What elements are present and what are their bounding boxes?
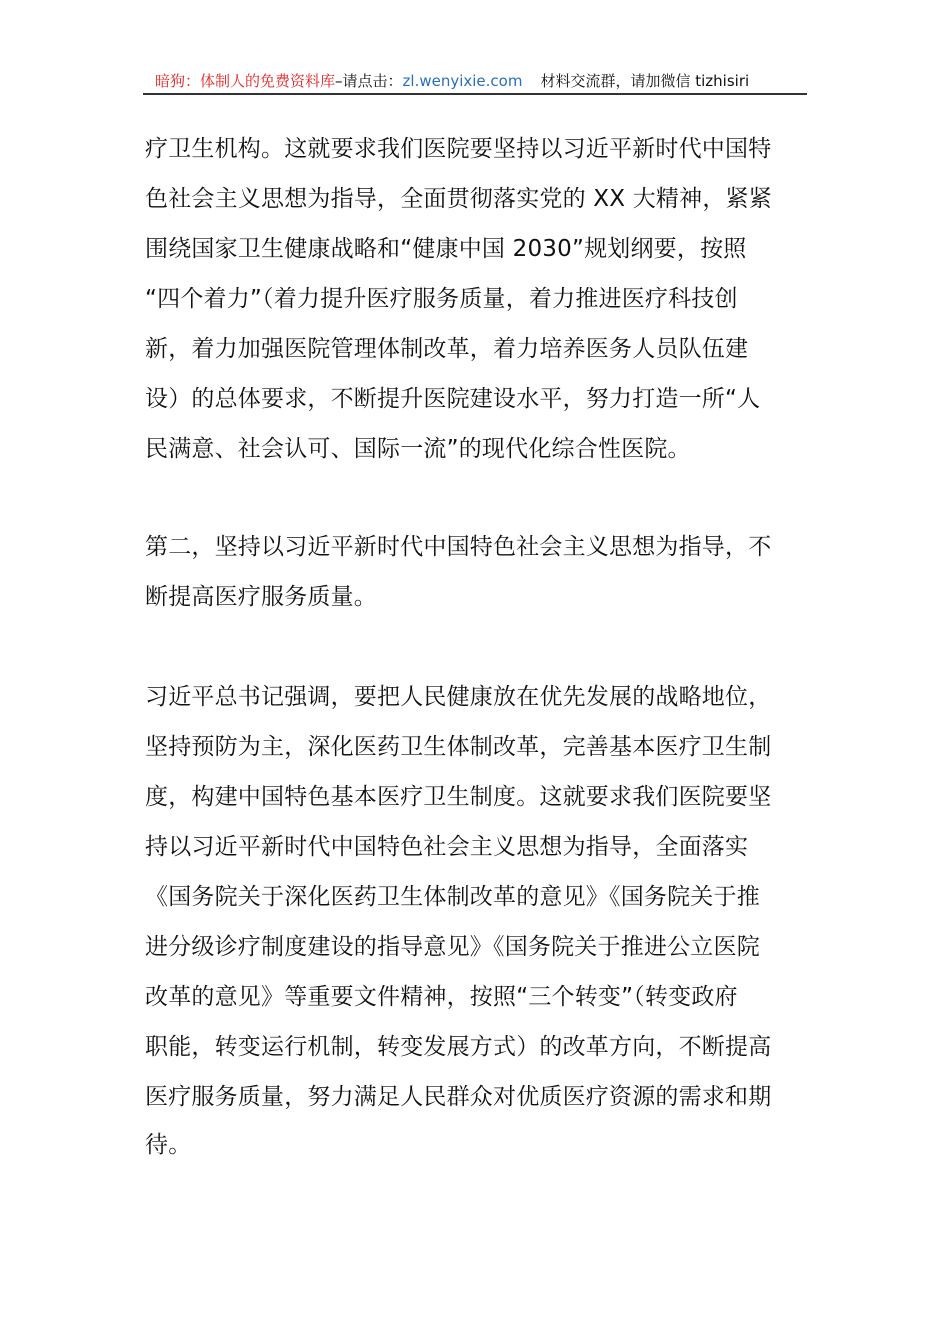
- paragraph-line: 设）的总体要求，不断提升医院建设水平，努力打造一所“人: [145, 386, 761, 412]
- paragraph-line: “四个着力”（着力提升医疗服务质量，着力推进医疗科技创: [145, 286, 738, 312]
- header-url-link[interactable]: zl.wenyixie.com: [402, 72, 523, 90]
- paragraph-line: 持以习近平新时代中国特色社会主义思想为指导，全面落实: [145, 834, 749, 860]
- paragraph-line: 《国务院关于深化医药卫生体制改革的意见》《国务院关于推: [145, 884, 760, 910]
- header-brand: 暗狗：体制人的免费资料库: [155, 72, 336, 90]
- paragraph-line: 改革的意见》等重要文件精神，按照“三个转变”（转变政府: [145, 984, 738, 1010]
- paragraph-line: 断提高医疗服务质量。: [145, 584, 377, 610]
- header-divider: [143, 93, 807, 95]
- paragraph-line: 待。: [145, 1132, 192, 1158]
- paragraph-line: 坚持预防为主，深化医药卫生体制改革，完善基本医疗卫生制: [145, 734, 772, 760]
- paragraph-line: 围绕国家卫生健康战略和“健康中国 2030”规划纲要，按照: [145, 236, 747, 262]
- paragraph-line: 色社会主义思想为指导，全面贯彻落实党的 XX 大精神，紧紧: [145, 186, 772, 212]
- paragraph-line: 职能，转变运行机制，转变发展方式）的改革方向，不断提高: [145, 1034, 772, 1060]
- header-group-text: 材料交流群，请加微信 tizhisiri: [540, 72, 750, 90]
- paragraph-line: 疗卫生机构。这就要求我们医院要坚持以习近平新时代中国特: [145, 136, 772, 162]
- paragraph-line: 民满意、社会认可、国际一流”的现代化综合性医院。: [145, 436, 691, 462]
- paragraph-line: 度，构建中国特色基本医疗卫生制度。这就要求我们医院要坚: [145, 784, 772, 810]
- paragraph-line: 医疗服务质量，努力满足人民群众对优质医疗资源的需求和期: [145, 1084, 772, 1110]
- page-header: [145, 70, 805, 92]
- header-click-text: –请点击：: [335, 72, 403, 90]
- paragraph-line: 进分级诊疗制度建设的指导意见》《国务院关于推进公立医院: [145, 934, 760, 960]
- paragraph-line: 第二，坚持以习近平新时代中国特色社会主义思想为指导，不: [145, 534, 772, 560]
- paragraph-line: 习近平总书记强调，要把人民健康放在优先发展的战略地位，: [145, 684, 772, 710]
- paragraph-line: 新，着力加强医院管理体制改革，着力培养医务人员队伍建: [145, 336, 749, 362]
